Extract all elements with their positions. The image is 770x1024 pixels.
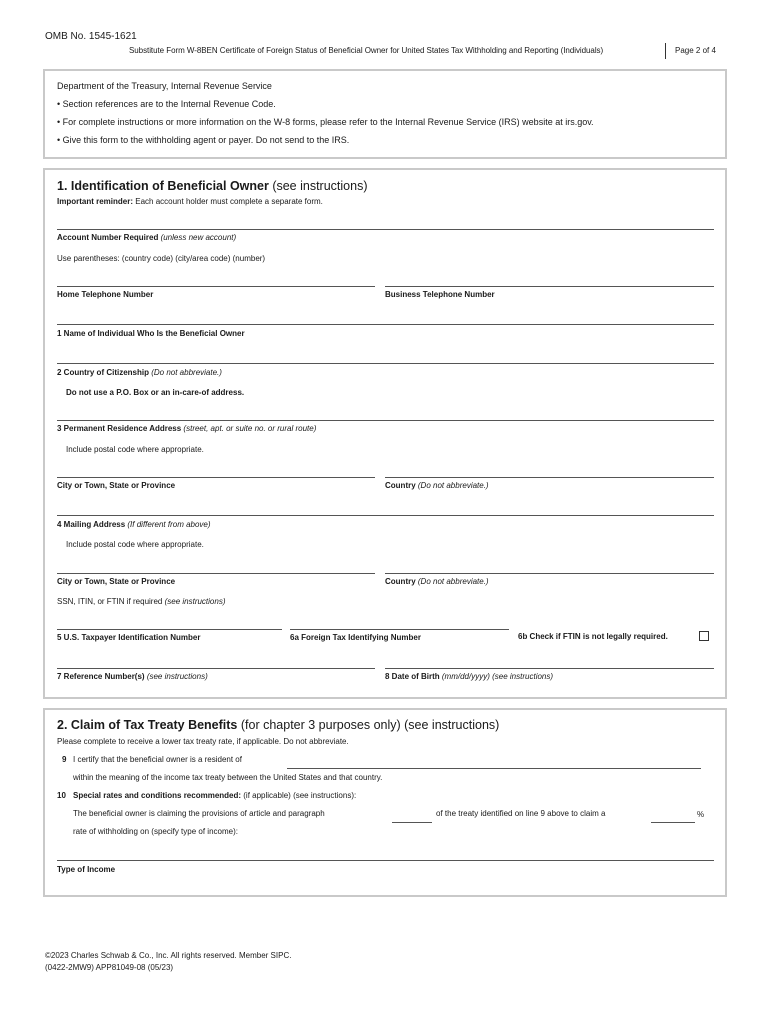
info-bullet-3: • Give this form to the withholding agent or payer. Do not send to the IRS. xyxy=(57,135,350,145)
article-paragraph-input[interactable] xyxy=(392,822,432,823)
info-bullet-1: • Section references are to the Internal Revenue Code. xyxy=(57,99,276,109)
dob-label-text: 8 Date of Birth xyxy=(385,672,440,681)
account-number-label-text: Account Number Required xyxy=(57,233,159,242)
country-note-2: (Do not abbreviate.) xyxy=(415,577,489,586)
percent-sign: % xyxy=(697,810,705,819)
reference-number-label xyxy=(57,672,208,681)
country-label-2 xyxy=(385,577,489,586)
postal-note-1: Include postal code where appropriate. xyxy=(66,445,204,454)
country-input-1[interactable] xyxy=(385,477,714,478)
line-10-treaty-text: of the treaty identified on line 9 above to claim a xyxy=(436,809,606,818)
country-label-1-text: Country xyxy=(385,481,416,490)
country-label-2-text: Country xyxy=(385,577,416,586)
date-of-birth-input[interactable] xyxy=(385,668,714,669)
form-subtitle: Substitute Form W-8BEN Certificate of Foreign Status of Beneficial Owner for United States Tax Withholding and Reporting (Individuals) xyxy=(129,46,604,55)
info-bullet-2: • For complete instructions or more information on the W-8 forms, please refer to the Internal Revenue Service (IRS) website at irs.gov. xyxy=(57,117,594,127)
ssn-note-text: SSN, ITIN, or FTIN if required xyxy=(57,597,165,606)
country-note-1: (Do not abbreviate.) xyxy=(415,481,489,490)
city-label-1: City or Town, State or Province xyxy=(57,481,176,490)
city-label-2: City or Town, State or Province xyxy=(57,577,176,586)
us-tin-label: 5 U.S. Taxpayer Identification Number xyxy=(57,633,201,642)
line-10-heading xyxy=(73,791,356,800)
ssn-note xyxy=(57,597,226,606)
reminder-bold: Important reminder: xyxy=(57,197,134,206)
line-9-number: 9 xyxy=(62,755,67,764)
postal-note-2: Include postal code where appropriate. xyxy=(66,540,204,549)
mailing-address-input[interactable] xyxy=(57,515,714,516)
income-type-input[interactable] xyxy=(57,860,714,861)
ssn-note-italic: (see instructions) xyxy=(164,597,226,606)
dob-note: (mm/dd/yyyy) (see instructions) xyxy=(439,672,554,681)
line-10-text: (if applicable) (see instructions): xyxy=(241,791,357,800)
ftin-not-required-checkbox[interactable] xyxy=(699,631,709,641)
home-phone-label: Home Telephone Number xyxy=(57,290,154,299)
account-number-label xyxy=(57,233,236,242)
ftin-input[interactable] xyxy=(290,629,509,630)
ref-note: (see instructions) xyxy=(144,672,208,681)
date-of-birth-label xyxy=(385,672,553,681)
omb-number: OMB No. 1545-1621 xyxy=(45,31,137,42)
citizenship-input[interactable] xyxy=(57,363,714,364)
po-box-note: Do not use a P.O. Box or an in-care-of address. xyxy=(66,388,245,397)
treaty-intro: Please complete to receive a lower tax treaty rate, if applicable. Do not abbreviate. xyxy=(57,737,349,746)
residence-note: (street, apt. or suite no. or rural route) xyxy=(181,424,317,433)
line-10-article-text: The beneficial owner is claiming the provisions of article and paragraph xyxy=(73,809,325,818)
mailing-label-text: 4 Mailing Address xyxy=(57,520,126,529)
reminder-text: Each account holder must complete a separate form. xyxy=(133,197,323,206)
income-type-label: Type of Income xyxy=(57,865,116,874)
residence-address-input[interactable] xyxy=(57,420,714,421)
city-input-2[interactable] xyxy=(57,573,375,574)
business-phone-input[interactable] xyxy=(385,286,714,287)
citizenship-note: (Do not abbreviate.) xyxy=(149,368,222,377)
country-label-1 xyxy=(385,481,489,490)
section-2-title-note: (for chapter 3 purposes only) (see instructions) xyxy=(237,718,500,732)
treaty-country-input[interactable] xyxy=(287,768,701,769)
line-9-text: I certify that the beneficial owner is a resident of xyxy=(73,755,242,764)
residence-address-label xyxy=(57,424,316,433)
section-2-title-bold: 2. Claim of Tax Treaty Benefits xyxy=(57,718,238,732)
ftin-label: 6a Foreign Tax Identifying Number xyxy=(290,633,421,642)
important-reminder xyxy=(57,197,323,206)
rate-input[interactable] xyxy=(651,822,695,823)
ref-label-text: 7 Reference Number(s) xyxy=(57,672,145,681)
residence-label-text: 3 Permanent Residence Address xyxy=(57,424,182,433)
account-number-input[interactable] xyxy=(57,229,714,230)
line-10-bold: Special rates and conditions recommended: xyxy=(73,791,242,800)
mailing-note: (If different from above) xyxy=(125,520,211,529)
citizenship-label-text: 2 Country of Citizenship xyxy=(57,368,149,377)
account-number-note: (unless new account) xyxy=(158,233,237,242)
city-input-1[interactable] xyxy=(57,477,375,478)
reference-number-input[interactable] xyxy=(57,668,375,669)
copyright: ©2023 Charles Schwab & Co., Inc. All rights reserved. Member SIPC. xyxy=(45,951,292,960)
name-input[interactable] xyxy=(57,324,714,325)
mailing-address-label xyxy=(57,520,211,529)
form-code: (0422-2MW9) APP81049-08 (05/23) xyxy=(45,963,174,972)
ftin-check-label: 6b Check if FTIN is not legally required. xyxy=(518,632,668,641)
section-1-title-note: (see instructions) xyxy=(268,179,368,193)
parentheses-note: Use parentheses: (country code) (city/area code) (number) xyxy=(57,254,266,263)
country-input-2[interactable] xyxy=(385,573,714,574)
section-1-box xyxy=(43,168,727,699)
page-number: Page 2 of 4 xyxy=(675,46,716,55)
department: Department of the Treasury, Internal Revenue Service xyxy=(57,81,272,91)
home-phone-input[interactable] xyxy=(57,286,375,287)
us-tin-input[interactable] xyxy=(57,629,282,630)
name-label: 1 Name of Individual Who Is the Beneficial Owner xyxy=(57,329,245,338)
section-2-title xyxy=(57,718,499,732)
line-10-rate-text: rate of withholding on (specify type of income): xyxy=(73,827,238,836)
section-1-title-bold: 1. Identification of Beneficial Owner xyxy=(57,179,269,193)
line-10-number: 10 xyxy=(57,791,66,800)
business-phone-label: Business Telephone Number xyxy=(385,290,495,299)
section-1-title xyxy=(57,179,368,193)
citizenship-label xyxy=(57,368,222,377)
line-9-continuation: within the meaning of the income tax treaty between the United States and that country. xyxy=(73,773,383,782)
header-divider xyxy=(665,43,666,59)
